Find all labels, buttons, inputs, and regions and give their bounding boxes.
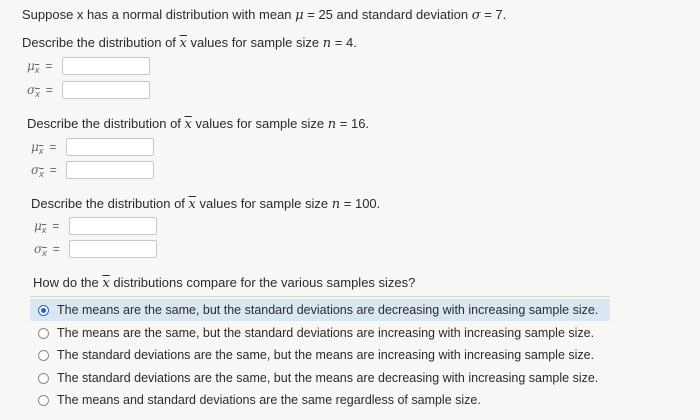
mean-value: = 25	[307, 7, 333, 22]
option-5[interactable]	[30, 389, 610, 411]
prompt-text-after: values for sample size	[190, 35, 320, 50]
prompt-text-after: values for sample size	[199, 196, 329, 211]
question-text: How do the	[33, 275, 99, 290]
option-label: The standard deviations are the same, but the means are decreasing with increasing sample size.	[57, 371, 599, 385]
question-text-after: distributions compare for the various samples sizes?	[113, 275, 416, 290]
option-label: The means are the same, but the standard deviations are decreasing with increasing sample size.	[57, 303, 599, 317]
radio-selected-icon[interactable]	[38, 305, 49, 316]
radio-icon[interactable]	[38, 395, 49, 406]
part-1-prompt	[22, 35, 357, 51]
prompt-text: Describe the distribution of	[31, 196, 185, 211]
sample-size: = 16.	[339, 116, 370, 131]
option-3[interactable]	[30, 344, 610, 366]
intro-text: Suppose x has a normal distribution with mean	[22, 7, 292, 22]
sample-size: = 4.	[334, 35, 357, 50]
mean-label: $\mu_{\overline{x}}$ =	[34, 219, 60, 235]
prompt-text-after: values for sample size	[195, 116, 325, 131]
n-symbol: n	[331, 197, 341, 212]
mu-symbol: μ	[295, 8, 304, 23]
option-label: The standard deviations are the same, but the means are increasing with increasing sample size.	[57, 348, 595, 362]
mean-label: $\mu_{\overline{x}}$ =	[31, 140, 57, 156]
sample-size: = 100.	[343, 196, 381, 211]
option-1[interactable]	[30, 299, 610, 321]
prompt-text: Describe the distribution of	[22, 35, 176, 50]
xbar-symbol: $\overline{x}$	[188, 197, 196, 212]
radio-icon[interactable]	[38, 350, 49, 361]
xbar-symbol: $\overline{x}$	[179, 36, 187, 51]
part-2-prompt	[27, 116, 369, 132]
sd-input-n100[interactable]	[69, 240, 157, 258]
sd-input-n4[interactable]	[62, 81, 150, 99]
problem-statement	[22, 7, 506, 23]
mean-label: $\mu_{\overline{x}}$ =	[27, 59, 53, 75]
mean-input-n16[interactable]	[66, 138, 154, 156]
intro-text-mid: and standard deviation	[336, 7, 469, 22]
sigma-symbol: σ	[471, 8, 481, 23]
n-symbol: n	[322, 36, 332, 51]
option-label: The means and standard deviations are the same regardless of sample size.	[57, 393, 481, 407]
radio-icon[interactable]	[38, 373, 49, 384]
mean-input-n100[interactable]	[69, 217, 157, 235]
xbar-symbol: $\overline{x}$	[184, 117, 192, 132]
part-3-prompt	[31, 196, 380, 212]
sd-label: $\sigma_{\overline{x}}$ =	[27, 83, 53, 99]
n-symbol: n	[327, 117, 337, 132]
sd-value: = 7.	[484, 7, 507, 22]
sd-input-n16[interactable]	[66, 161, 154, 179]
xbar-symbol: $\overline{x}$	[102, 276, 110, 291]
option-4[interactable]	[30, 367, 610, 389]
sd-label: $\sigma_{\overline{x}}$ =	[34, 242, 60, 258]
radio-icon[interactable]	[38, 328, 49, 339]
compare-question	[33, 275, 415, 291]
sd-label: $\sigma_{\overline{x}}$ =	[31, 163, 57, 179]
mean-input-n4[interactable]	[62, 57, 150, 75]
option-label: The means are the same, but the standard deviations are increasing with increasing sample size.	[57, 326, 595, 340]
option-2[interactable]	[30, 322, 610, 344]
answer-options	[30, 296, 610, 413]
prompt-text: Describe the distribution of	[27, 116, 181, 131]
